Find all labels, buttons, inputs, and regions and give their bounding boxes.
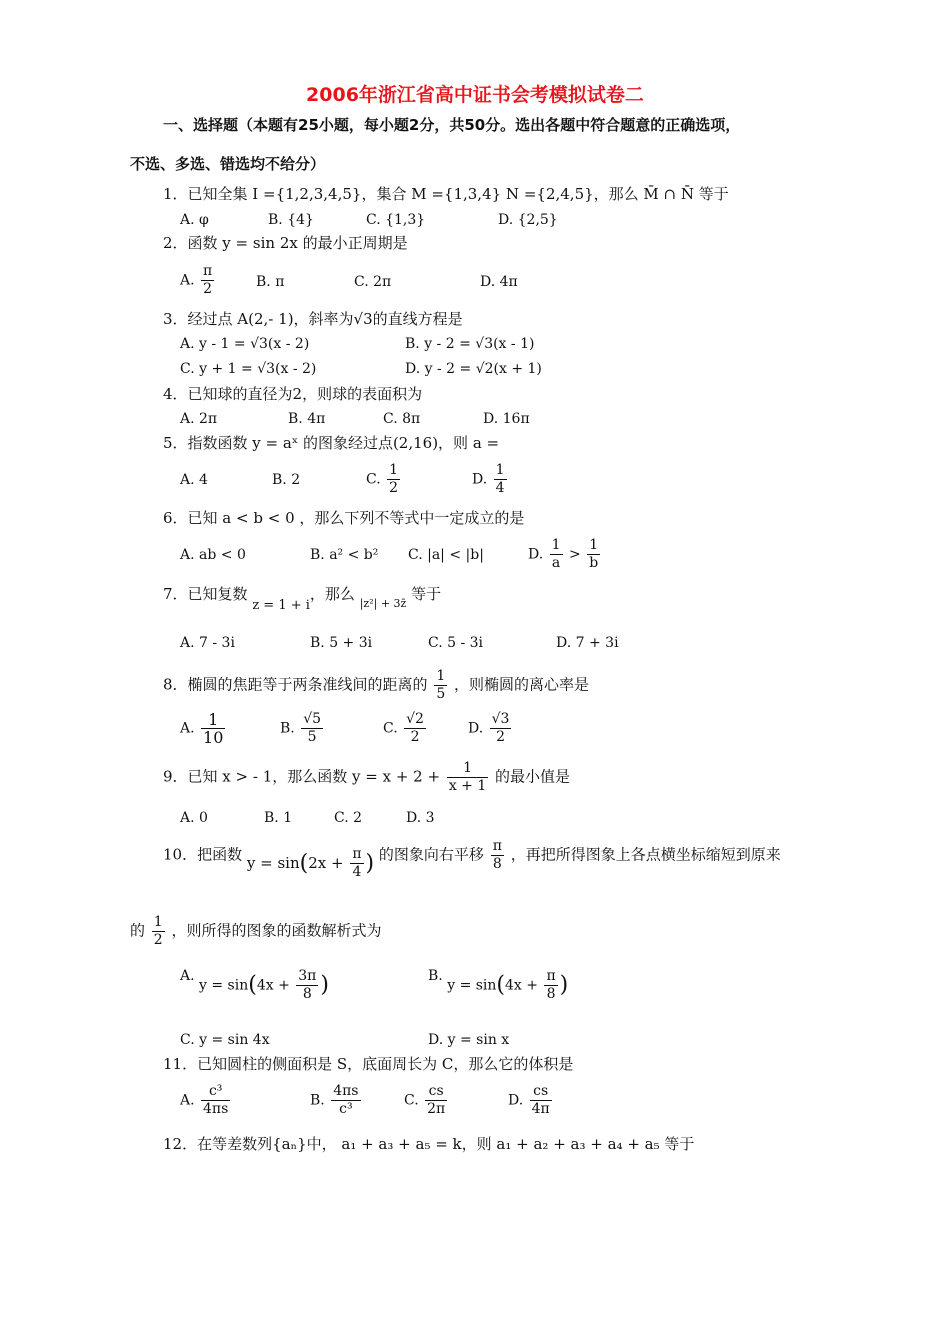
q3-option-c: C. y + 1 = √3(x - 2) bbox=[180, 361, 317, 377]
q11-option-d: D. $\frac{cs}{4\pi}$ bbox=[508, 1083, 550, 1117]
q1-option-c: C. {1,3} bbox=[366, 212, 426, 228]
q10-option-a: A. y = sin(4x + $\frac{3\pi}{8}$ ) bbox=[180, 967, 329, 1002]
question-2: 2．函数 y = sin 2x 的最小正周期是 bbox=[163, 234, 408, 252]
question-4: 4．已知球的直径为2，则球的表面积为 bbox=[163, 385, 423, 403]
q7-option-c: C. 5 - 3i bbox=[428, 635, 484, 651]
question-1: 1．已知全集 I ={1,2,3,4,5}，集合 M ={1,3,4} N ={2,4,5}，那么 M̄ ∩ N̄ 等于 bbox=[163, 185, 729, 203]
q7-option-d: D. 7 + 3i bbox=[556, 635, 619, 651]
q6-option-d: D. $\frac{1}{a}$ > $\frac{1}{b}$ bbox=[528, 537, 599, 571]
q9-option-c: C. 2 bbox=[334, 810, 363, 826]
q4-option-d: D. 16π bbox=[483, 411, 530, 427]
q1-option-b: B. {4} bbox=[268, 212, 314, 228]
q10-option-d: D. y = sin x bbox=[428, 1032, 510, 1048]
section-heading-cont: 不选、多选、错选均不给分） bbox=[130, 155, 326, 173]
q5-option-b: B. 2 bbox=[272, 472, 301, 488]
q5-option-d: D. $\frac{1}{4}$ bbox=[472, 462, 505, 496]
q8-option-d: D. $\frac{√3}{2}$ bbox=[468, 711, 510, 745]
q10-option-b: B. y = sin(4x + $\frac{\pi}{8}$ ) bbox=[428, 967, 569, 1002]
q3-option-a: A. y - 1 = √3(x - 2) bbox=[180, 336, 310, 352]
question-9: 9．已知 x > - 1，那么函数 y = x + 2 + $\frac{1}{x + 1}$ 的最小值是 bbox=[163, 760, 571, 794]
question-10: 10．把函数 y = sin(2x + $\frac{\pi}{4}$ ) 的图象向右平移 $\frac{\pi}{8}$ ，再把所得图象上各点横坐标缩短到原来 bbox=[163, 838, 781, 880]
q9-option-b: B. 1 bbox=[264, 810, 293, 826]
q4-option-c: C. 8π bbox=[383, 411, 421, 427]
q7-option-b: B. 5 + 3i bbox=[310, 635, 373, 651]
q9-option-d: D. 3 bbox=[406, 810, 435, 826]
question-8: 8．椭圆的焦距等于两条准线间的距离的 $\frac{1}{5}$ ，则椭圆的离心率是 bbox=[163, 668, 590, 702]
section-heading: 一、选择题（本题有25小题，每小题2分，共50分。选出各题中符合题意的正确选项， bbox=[163, 116, 741, 134]
q8-option-b: B. $\frac{√5}{5}$ bbox=[280, 711, 322, 745]
question-3: 3．经过点 A(2,- 1)，斜率为√3的直线方程是 bbox=[163, 310, 463, 328]
q6-option-b: B. a² < b² bbox=[310, 547, 379, 563]
q2-option-b: B. π bbox=[256, 274, 285, 290]
q10-option-c: C. y = sin 4x bbox=[180, 1032, 270, 1048]
question-10-cont: 的 $\frac{1}{2}$ ，则所得的图象的函数解析式为 bbox=[130, 914, 382, 948]
q5-option-c: C. $\frac{1}{2}$ bbox=[366, 462, 399, 496]
q1-option-d: D. {2,5} bbox=[498, 212, 558, 228]
q3-option-d: D. y - 2 = √2(x + 1) bbox=[405, 361, 542, 377]
question-11: 11．已知圆柱的侧面积是 S，底面周长为 C，那么它的体积是 bbox=[163, 1055, 574, 1073]
q8-option-a: A. $\frac{1}{10}$ bbox=[180, 710, 224, 747]
q5-option-a: A. 4 bbox=[180, 472, 208, 488]
q2-option-a: A. $\frac{\pi}{2}$ bbox=[180, 263, 213, 297]
q3-option-b: B. y - 2 = √3(x - 1) bbox=[405, 336, 535, 352]
q8-option-c: C. $\frac{√2}{2}$ bbox=[383, 711, 424, 745]
q4-option-a: A. 2π bbox=[180, 411, 218, 427]
q11-option-c: C. $\frac{cs}{2\pi}$ bbox=[404, 1083, 446, 1117]
q11-option-b: B. $\frac{4\pi s}{\text{c³}}$ bbox=[310, 1083, 359, 1117]
question-5: 5．指数函数 y = aˣ 的图象经过点(2,16)，则 a = bbox=[163, 434, 500, 452]
q9-option-a: A. 0 bbox=[180, 810, 208, 826]
q1-option-a: A. φ bbox=[180, 212, 209, 228]
q6-option-c: C. |a| < |b| bbox=[408, 547, 484, 563]
page-title: 2006年浙江省高中证书会考模拟试卷二 bbox=[306, 84, 644, 106]
q11-option-a: A. $\frac{\text{c³}}{4\pi s}$ bbox=[180, 1083, 229, 1117]
q7-option-a: A. 7 - 3i bbox=[180, 635, 235, 651]
q2-option-d: D. 4π bbox=[480, 274, 518, 290]
question-12: 12．在等差数列{aₙ}中， a₁ + a₃ + a₅ = k，则 a₁ + a₂ + a₃ + a₄ + a₅ 等于 bbox=[163, 1135, 695, 1153]
q4-option-b: B. 4π bbox=[288, 411, 326, 427]
question-7: 7．已知复数 z = 1 + i，那么 $_{|z^2| + 3z̄}$ 等于 bbox=[163, 585, 442, 613]
q2-option-c: C. 2π bbox=[354, 274, 392, 290]
q6-option-a: A. ab < 0 bbox=[180, 547, 246, 563]
question-6: 6．已知 a < b < 0 ，那么下列不等式中一定成立的是 bbox=[163, 509, 525, 527]
